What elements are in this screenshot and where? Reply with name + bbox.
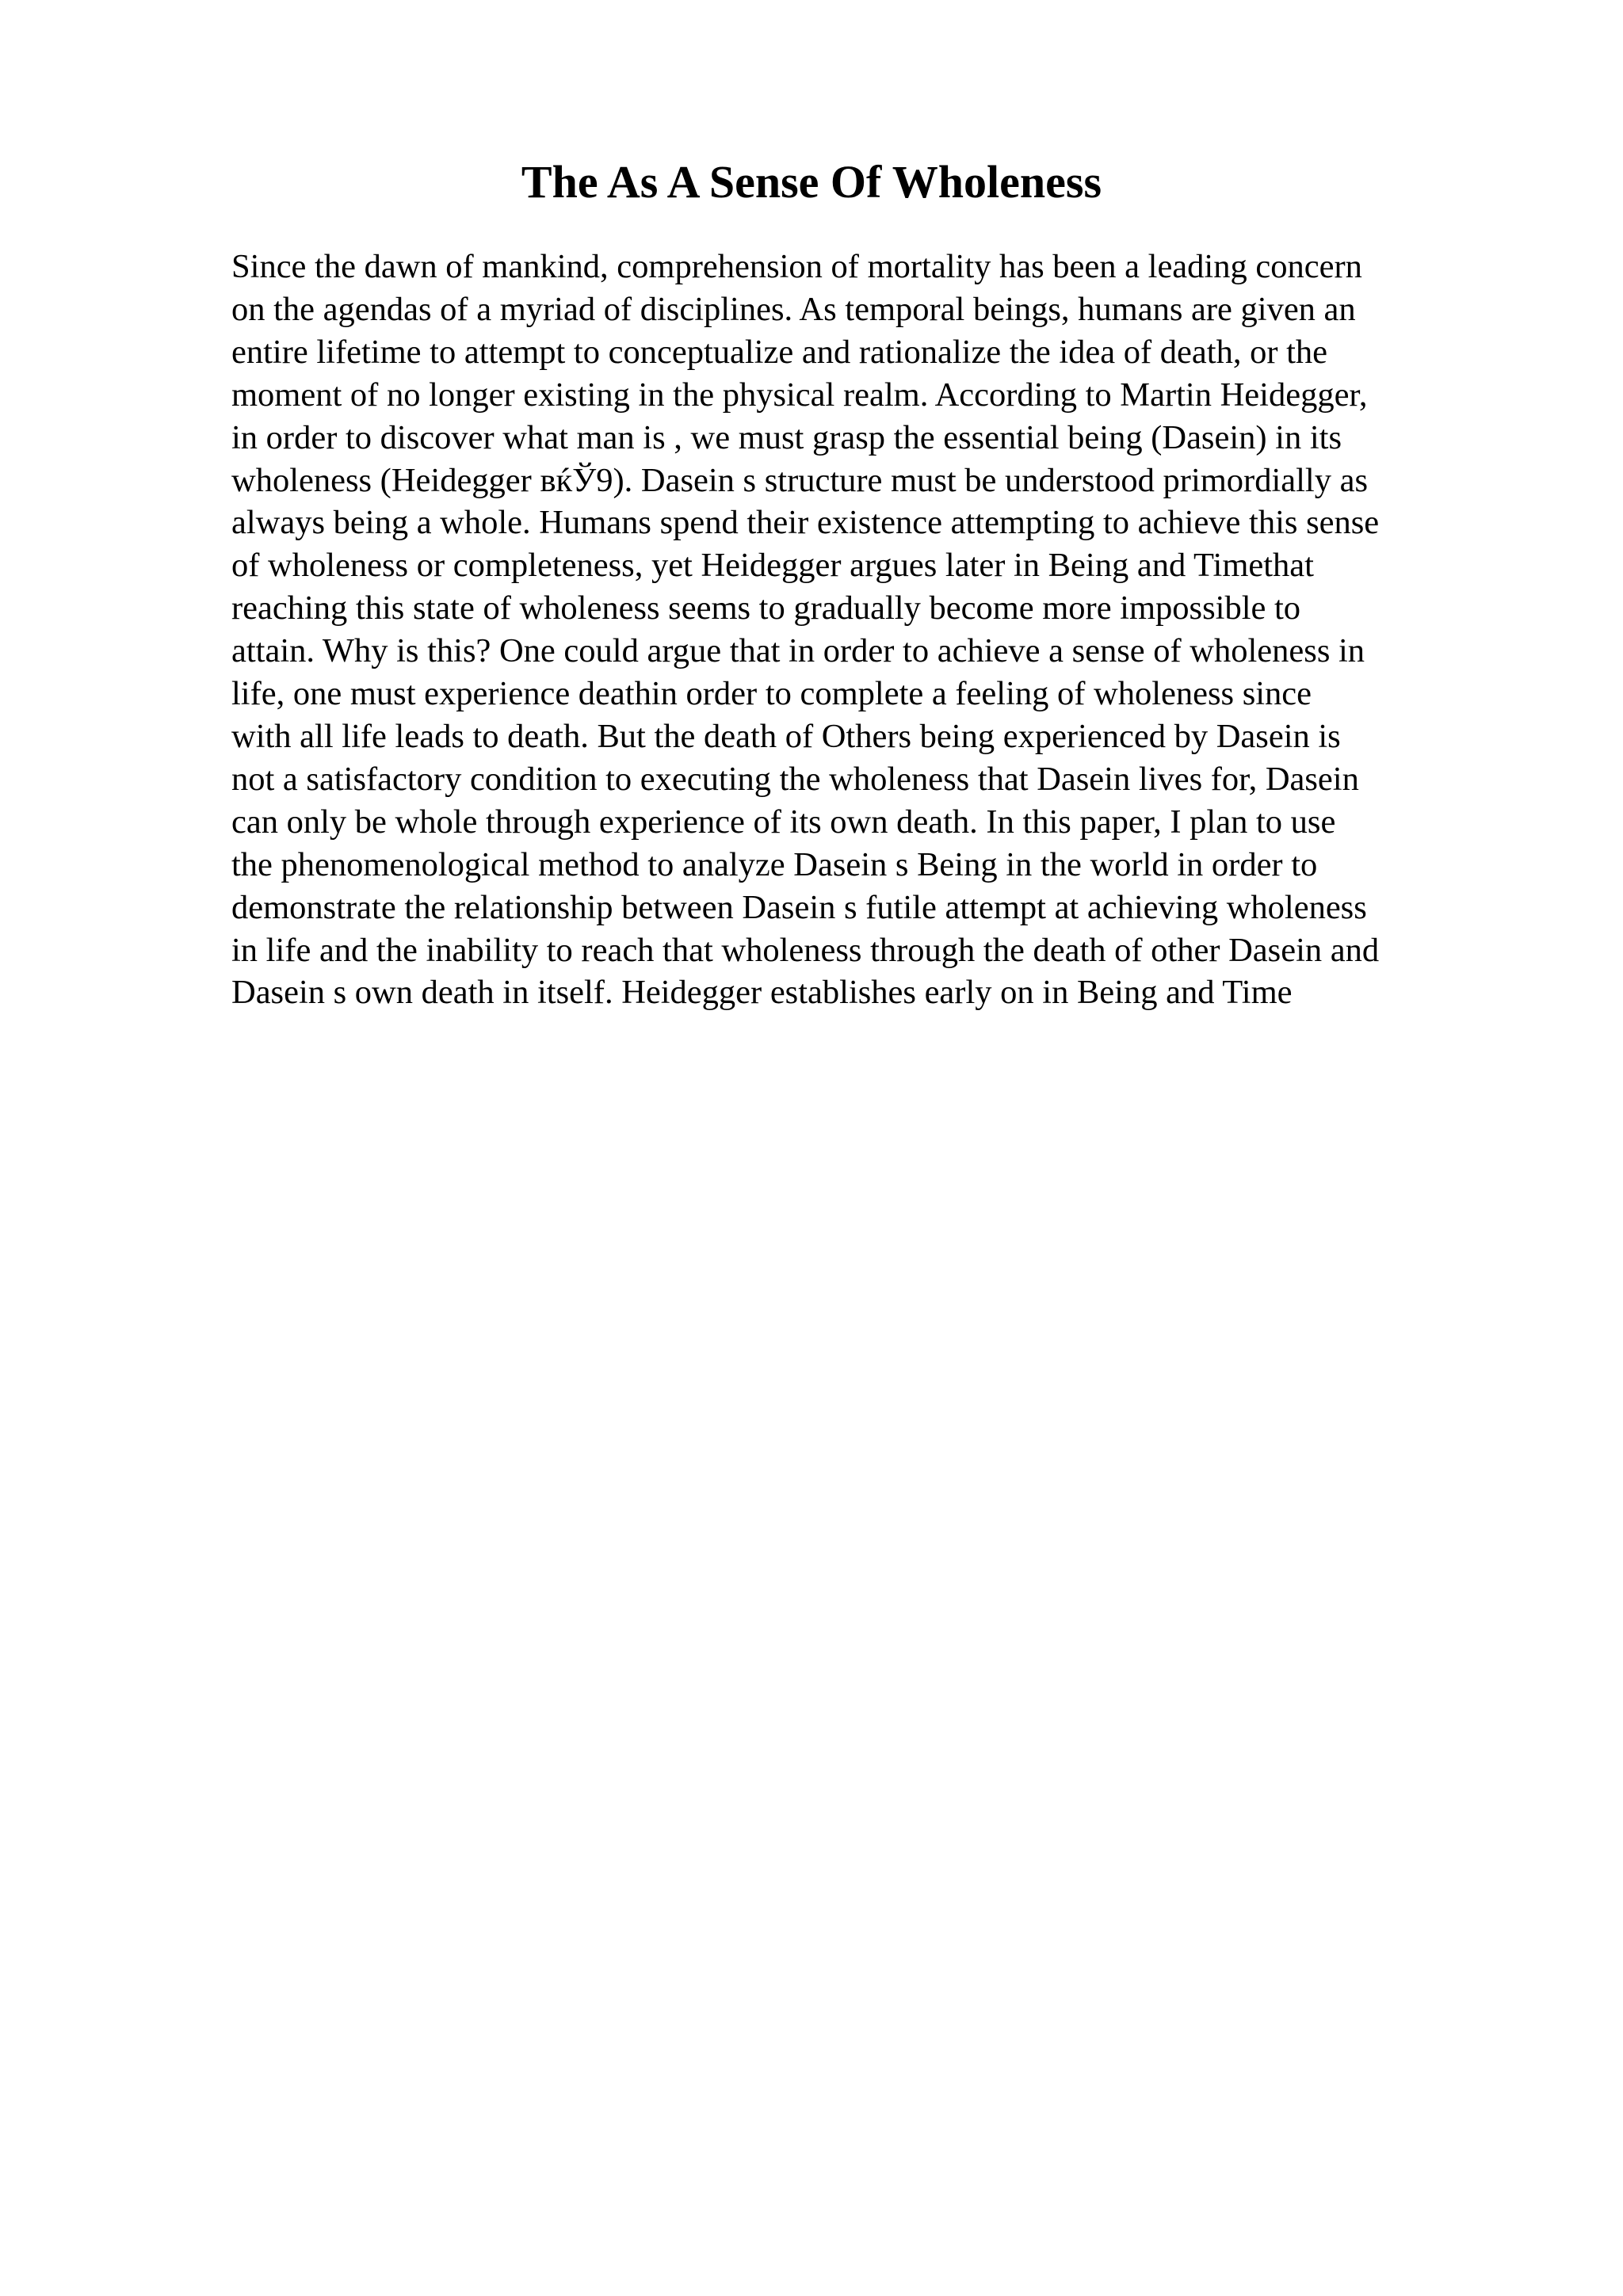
paragraph-line: life, one must experience deathin order to complete a feeling of wholeness since xyxy=(231,675,1312,713)
paragraph-line: on the agendas of a myriad of disciplines. As temporal beings, humans are given an xyxy=(231,290,1356,328)
paragraph-line: can only be whole through experience of its own death. In this paper, I plan to use xyxy=(231,803,1336,841)
paragraph-line: with all life leads to death. But the death of Others being experienced by Dasein is xyxy=(231,717,1341,755)
paragraph-line: always being a whole. Humans spend their existence attempting to achieve this sense xyxy=(231,504,1380,542)
paragraph-line: entire lifetime to attempt to conceptualize and rationalize the idea of death, or the xyxy=(231,333,1328,371)
paragraph-line: not a satisfactory condition to executing the wholeness that Dasein lives for, Dasein xyxy=(231,760,1359,798)
body-paragraph xyxy=(231,246,1515,1014)
paragraph-line: the phenomenological method to analyze Dasein s Being in the world in order to xyxy=(231,845,1318,883)
paragraph-line: in life and the inability to reach that wholeness through the death of other Dasein and xyxy=(231,931,1380,969)
paragraph-line: Since the dawn of mankind, comprehension of mortality has been a leading concern xyxy=(231,248,1362,285)
paragraph-line: wholeness (Heidegger вќЎ9). Dasein s structure must be understood primordially as xyxy=(231,461,1369,499)
paragraph-line: in order to discover what man is , we must grasp the essential being (Dasein) in its xyxy=(231,418,1342,456)
paragraph-line: of wholeness or completeness, yet Heidegger argues later in Being and Timethat xyxy=(231,547,1314,585)
paragraph-line: moment of no longer existing in the physical realm. According to Martin Heidegger, xyxy=(231,376,1368,414)
document-title: The As A Sense Of Wholeness xyxy=(521,156,1102,208)
paragraph-line: demonstrate the relationship between Dasein s futile attempt at achieving wholeness xyxy=(231,888,1367,926)
paragraph-line: Dasein s own death in itself. Heidegger establishes early on in Being and Time xyxy=(231,974,1293,1012)
paragraph-line: reaching this state of wholeness seems to gradually become more impossible to xyxy=(231,589,1301,627)
paragraph-line: attain. Why is this? One could argue that in order to achieve a sense of wholeness in xyxy=(231,632,1365,670)
